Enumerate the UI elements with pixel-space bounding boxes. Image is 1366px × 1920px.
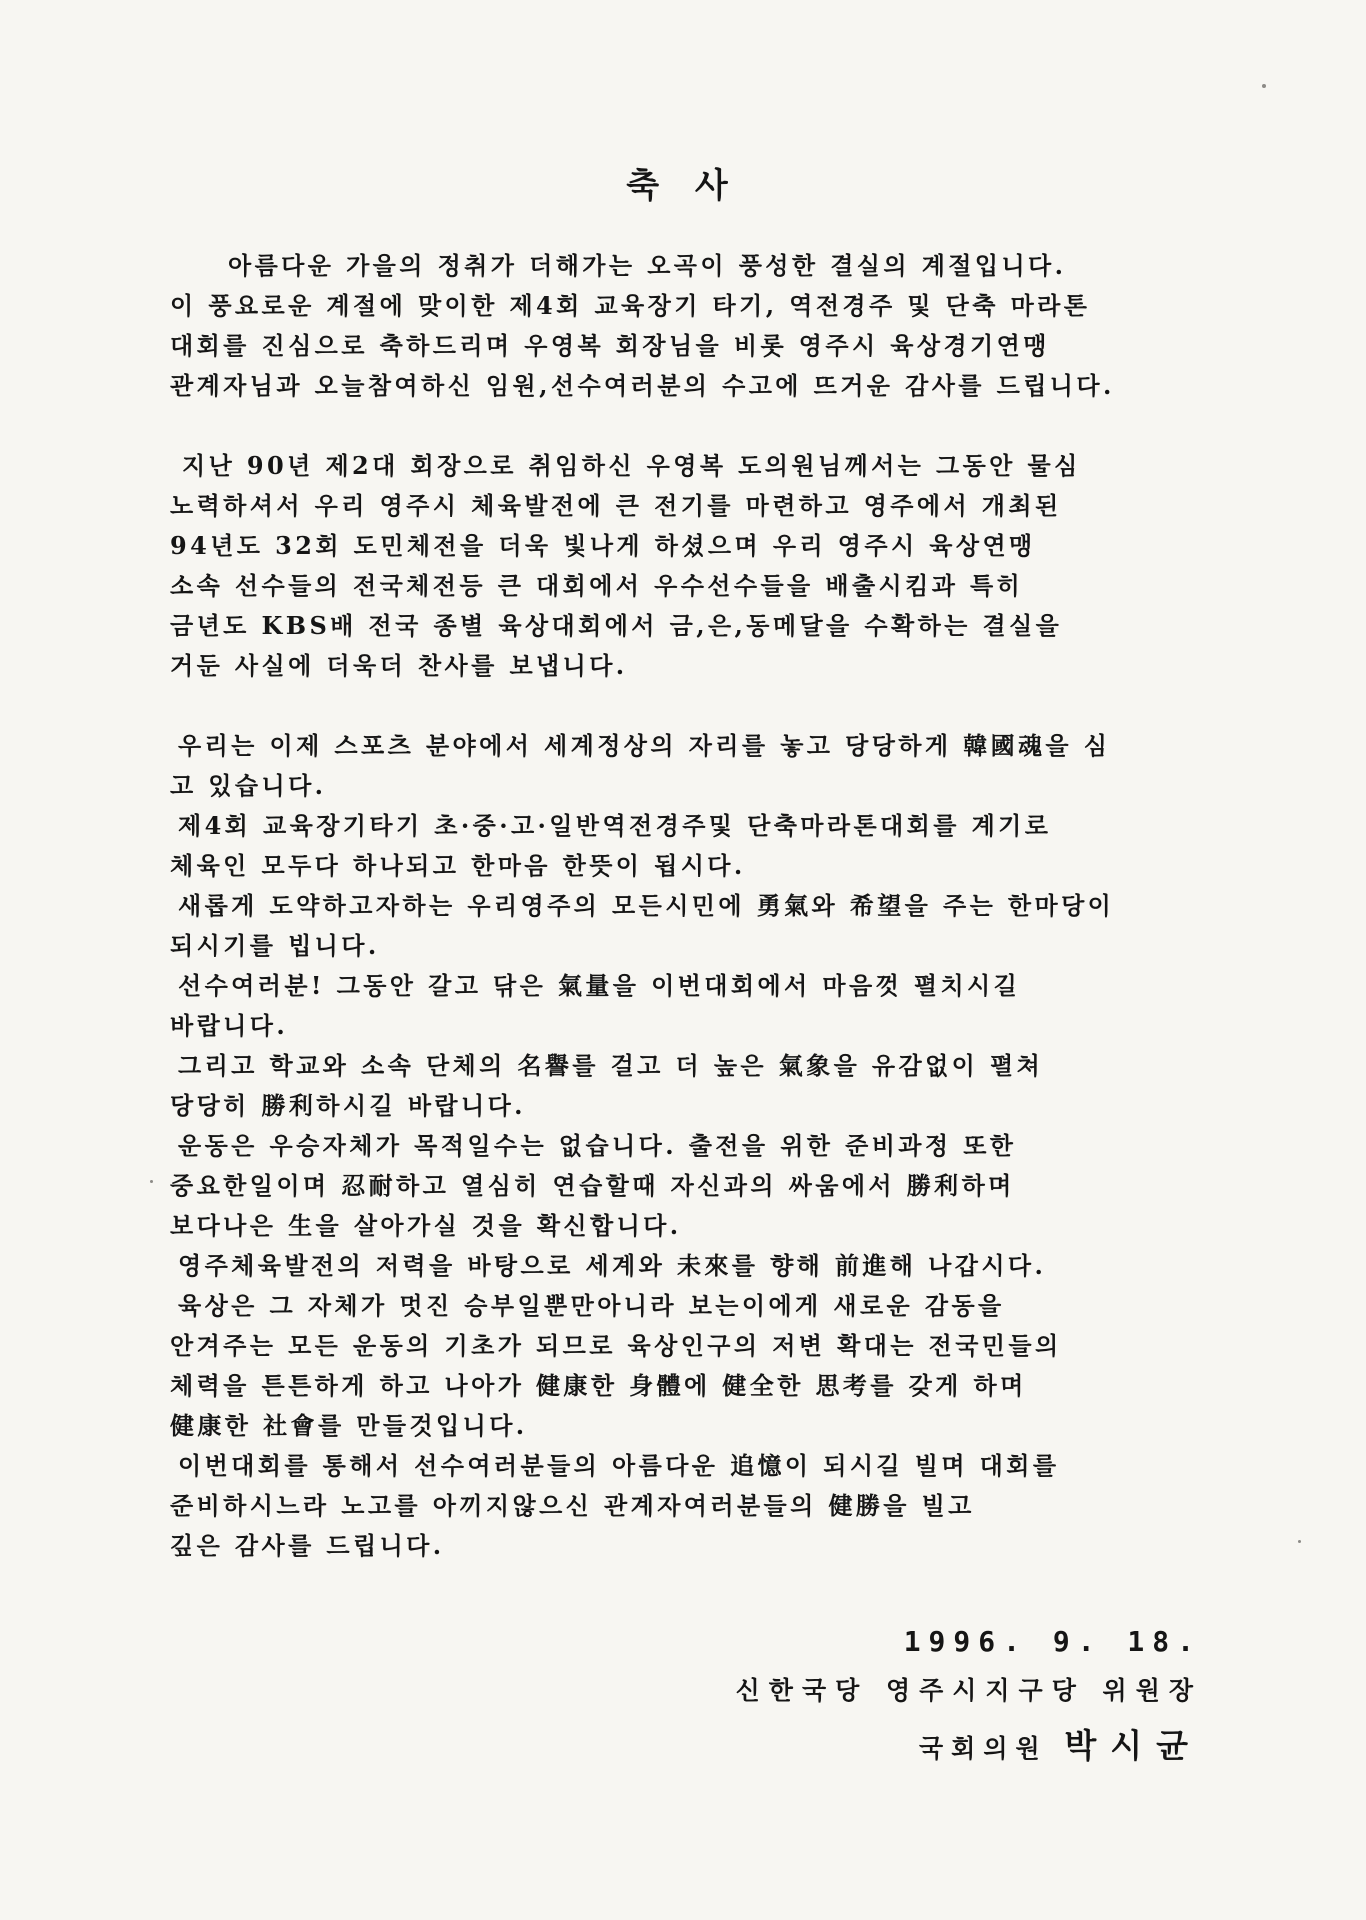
text-line: 고 있습니다.	[170, 771, 327, 800]
text-line: 94년도 32회 도민체전을 더욱 빛나게 하셨으며 우리 영주시 육상연맹	[170, 531, 1036, 560]
text-line: 바랍니다.	[170, 1011, 289, 1040]
signature-date: 1996. 9. 18.	[903, 1625, 1202, 1658]
text-line: 새롭게 도약하고자하는 우리영주의 모든시민에 勇氣와 希望을 주는 한마당이	[178, 891, 1115, 920]
text-line: 선수여러분! 그동안 갈고 닦은 氣量을 이번대회에서 마음껏 펼치시길	[178, 971, 1021, 1000]
signature-block	[736, 1620, 1202, 1774]
paragraph-spacer	[170, 406, 1230, 446]
paragraph-greeting	[170, 246, 1230, 406]
signature-name-line	[736, 1718, 1202, 1774]
text-line: 제4회 교육장기타기 초·중·고·일반역전경주및 단축마라톤대회를 계기로	[178, 811, 1052, 840]
paragraph-achievements	[170, 446, 1230, 686]
text-line: 안겨주는 모든 운동의 기초가 되므로 육상인구의 저변 확대는 전국민들의	[170, 1331, 1062, 1360]
text-line: 체력을 튼튼하게 하고 나아가 健康한 身體에 健全한 思考를 갖게 하며	[170, 1371, 1027, 1400]
scan-speck	[1298, 1540, 1301, 1543]
text-line: 健康한 社會를 만들것입니다.	[170, 1411, 528, 1440]
text-line: 중요한일이며 忍耐하고 열심히 연습할때 자신과의 싸움에서 勝利하며	[170, 1171, 1015, 1200]
text-line: 이 풍요로운 계절에 맞이한 제4회 교육장기 타기, 역전경주 및 단축 마라톤	[170, 291, 1091, 320]
text-line: 보다나은 生을 살아가실 것을 확신합니다.	[170, 1211, 682, 1240]
text-line: 우리는 이제 스포츠 분야에서 세계정상의 자리를 놓고 당당하게 韓國魂을 심	[178, 731, 1111, 760]
text-line: 거둔 사실에 더욱더 찬사를 보냅니다.	[170, 651, 628, 680]
signature-organization: 신한국당 영주시지구당 위원장	[735, 1676, 1202, 1705]
paragraph-encouragement	[170, 726, 1230, 1566]
text-line: 그리고 학교와 소속 단체의 名譽를 걸고 더 높은 氣象을 유감없이 펼쳐	[178, 1051, 1044, 1080]
text-line: 영주체육발전의 저력을 바탕으로 세계와 未來를 향해 前進해 나갑시다.	[178, 1251, 1047, 1280]
letter-body	[170, 246, 1230, 1566]
text-line: 깊은 감사를 드립니다.	[170, 1531, 445, 1560]
text-line: 관계자님과 오늘참여하신 임원,선수여러분의 수고에 뜨거운 감사를 드립니다.	[170, 371, 1115, 400]
text-line: 준비하시느라 노고를 아끼지않으신 관계자여러분들의 健勝을 빌고	[170, 1491, 975, 1520]
text-line: 노력하셔서 우리 영주시 체육발전에 큰 전기를 마련하고 영주에서 개최된	[170, 491, 1062, 520]
signature-role: 국회의원	[919, 1734, 1048, 1763]
text-line: 되시기를 빕니다.	[170, 931, 380, 960]
paragraph-spacer	[170, 686, 1230, 726]
text-line: 운동은 우승자체가 목적일수는 없습니다. 출전을 위한 준비과정 또한	[178, 1131, 1017, 1160]
signature-name: 박시균	[1064, 1726, 1202, 1765]
text-line: 아름다운 가을의 정취가 더해가는 오곡이 풍성한 결실의 계절입니다.	[228, 251, 1067, 280]
scan-speck	[150, 1180, 153, 1183]
text-line: 지난 90년 제2대 회장으로 취임하신 우영복 도의원님께서는 그동안 물심	[182, 451, 1081, 480]
text-line: 대회를 진심으로 축하드리며 우영복 회장님을 비롯 영주시 육상경기연맹	[170, 331, 1050, 360]
text-line: 체육인 모두다 하나되고 한마음 한뜻이 됩시다.	[170, 851, 746, 880]
text-line: 육상은 그 자체가 멋진 승부일뿐만아니라 보는이에게 새로운 감동을	[178, 1291, 1005, 1320]
text-line: 금년도 KBS배 전국 종별 육상대회에서 금,은,동메달을 수확하는 결실을	[170, 611, 1063, 640]
scan-speck	[1262, 84, 1266, 88]
text-line: 당당히 勝利하시길 바랍니다.	[170, 1091, 526, 1120]
text-line: 이번대회를 통해서 선수여러분들의 아름다운 追憶이 되시길 빌며 대회를	[178, 1451, 1060, 1480]
text-line: 소속 선수들의 전국체전등 큰 대회에서 우수선수들을 배출시킴과 특히	[170, 571, 1024, 600]
page-title: 축 사	[626, 166, 740, 206]
